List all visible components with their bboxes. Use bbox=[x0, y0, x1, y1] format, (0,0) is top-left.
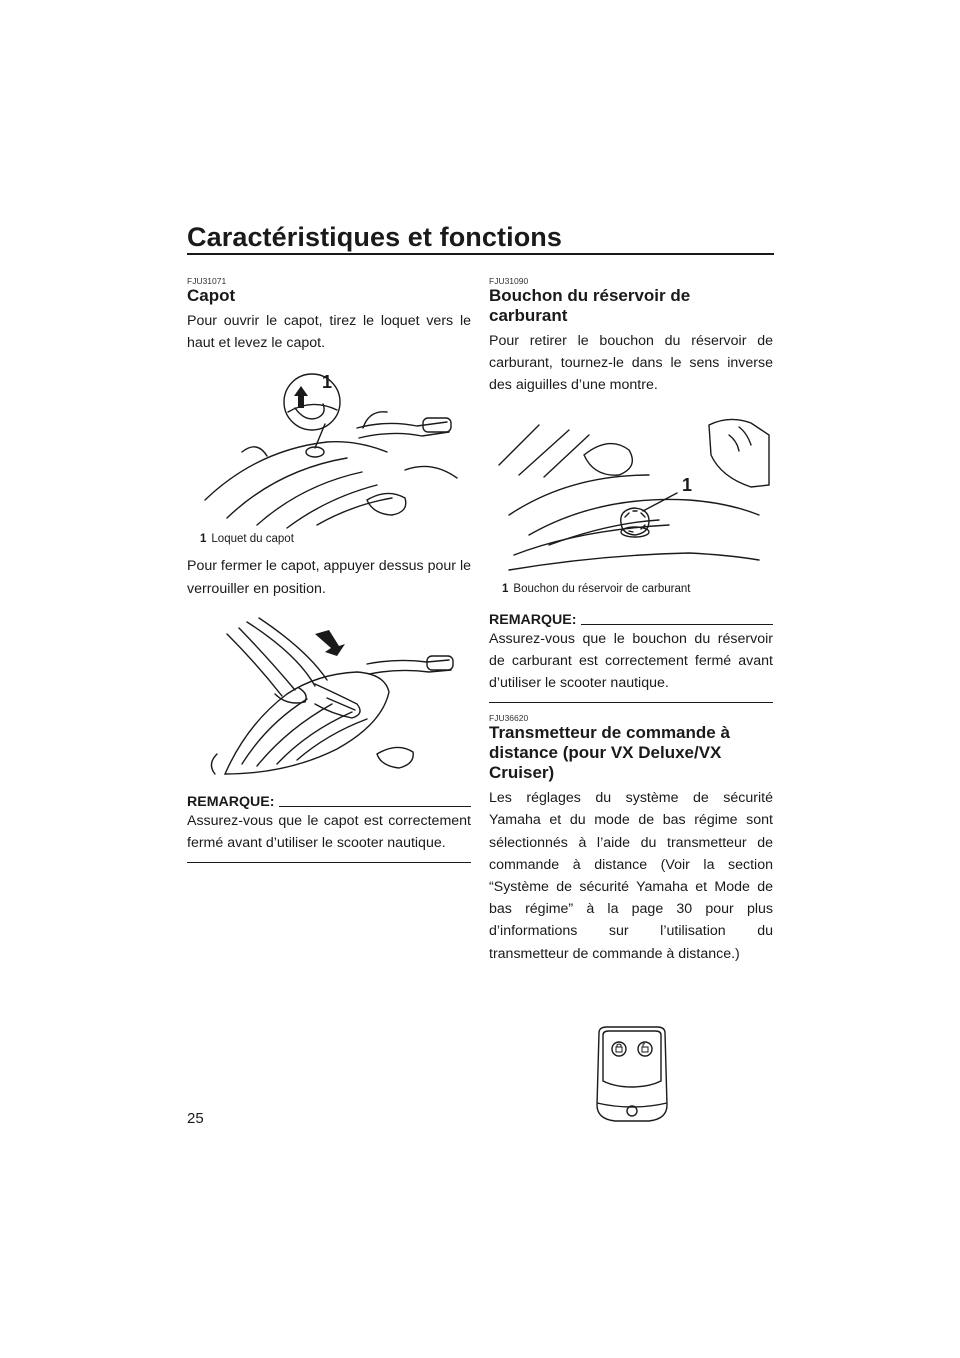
caption-text: Bouchon du réservoir de carburant bbox=[513, 582, 691, 595]
remark-header bbox=[187, 794, 471, 810]
left-column bbox=[187, 276, 471, 863]
bouchon-text: Pour retirer le bouchon du réservoir de carburant, tournez-le dans le sens inverse des aiguilles d’une montre. bbox=[489, 333, 773, 394]
remark-rule bbox=[581, 624, 774, 625]
hood-close-illustration bbox=[187, 614, 471, 784]
caption-text: Loquet du capot bbox=[211, 533, 294, 546]
right-column bbox=[489, 276, 773, 1125]
figure-hood-latch bbox=[187, 360, 471, 546]
hood-latch-illustration bbox=[187, 360, 471, 530]
figure-callout-1: 1 bbox=[682, 474, 693, 495]
caption-number: 1 bbox=[502, 582, 509, 595]
section-title-capot: Capot bbox=[187, 286, 236, 305]
title-rule bbox=[187, 253, 774, 255]
figure-caption bbox=[200, 532, 471, 546]
page-number: 25 bbox=[187, 1110, 204, 1127]
figure-caption bbox=[502, 582, 773, 596]
capot-open-text: Pour ouvrir le capot, tirez le loquet vers le haut et levez le capot. bbox=[187, 313, 471, 352]
section-code: FJU31071 bbox=[187, 276, 227, 286]
section-title-transmetteur: Transmetteur de commande à distance (pour VX Deluxe/VX Cruiser) bbox=[489, 723, 730, 783]
fuel-cap-illustration bbox=[489, 405, 773, 580]
remark-end-rule bbox=[187, 862, 471, 863]
remark-text: Assurez-vous que le capot est correctement fermé avant d’utiliser le scooter nautique. bbox=[187, 812, 471, 852]
page-title: Caractéristiques et fonctions bbox=[187, 222, 562, 252]
section-title-bouchon: Bouchon du réservoir de carburant bbox=[489, 286, 691, 325]
remote-transmitter-illustration bbox=[489, 1025, 773, 1125]
figure-remote-transmitter bbox=[489, 1025, 773, 1125]
remark-rule bbox=[279, 806, 472, 807]
section-code: FJU36620 bbox=[489, 713, 529, 724]
remark-label: REMARQUE: bbox=[187, 793, 275, 810]
figure-callout-1: 1 bbox=[322, 372, 333, 393]
capot-close-text: Pour fermer le capot, appuyer dessus pour le verrouiller en position. bbox=[187, 558, 471, 597]
caption-number: 1 bbox=[200, 533, 207, 546]
remark-header bbox=[489, 612, 773, 628]
section-code: FJU31090 bbox=[489, 276, 529, 286]
remark-label: REMARQUE: bbox=[489, 611, 577, 628]
figure-hood-close bbox=[187, 614, 471, 784]
figure-fuel-cap bbox=[489, 405, 773, 596]
transmetteur-text: Les réglages du système de sécurité Yamaha et du mode de bas régime sont sélectionnés à l’aide du transmetteur de commande à distance (Voir la section “Système de sécurité Yamaha et Mode de bas régime” à la page 30 pour plus d’informations sur l’utilisation du transmetteur de commande à distance.) bbox=[489, 790, 773, 962]
remark-end-rule bbox=[489, 702, 773, 703]
remark-text: Assurez-vous que le bouchon du réservoir de carburant est correctement fermé avant d’utiliser le scooter nautique. bbox=[489, 630, 773, 692]
